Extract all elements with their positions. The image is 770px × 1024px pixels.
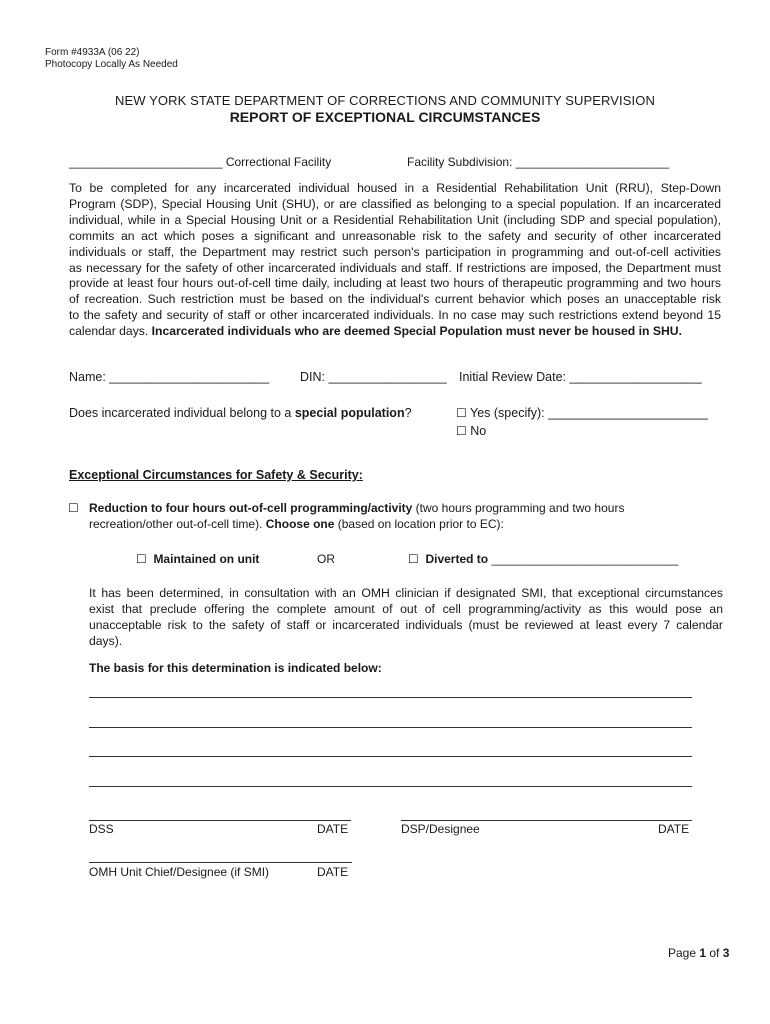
omh-unit-chief-label: OMH Unit Chief/Designee (if SMI)	[89, 865, 270, 879]
determination-paragraph	[89, 586, 723, 650]
intro-paragraph	[69, 181, 721, 340]
checkbox-icon[interactable]: ☐	[68, 501, 79, 515]
determination-line: unacceptable risk to the safety of staff or incarcerated individuals (must be reviewed at least every 7 calendar	[89, 617, 723, 632]
correctional-facility-field[interactable]: _______________________ Correctional Facility	[69, 155, 332, 169]
checkbox-icon[interactable]: ☐	[456, 406, 467, 420]
basis-line[interactable]	[89, 786, 692, 787]
intro-line: individual, while in a Special Housing Unit or a Residential Rehabilitation Unit (including SDP and special population),	[69, 212, 721, 227]
copy-note: Photocopy Locally As Needed	[45, 59, 178, 70]
dss-date-label: DATE	[317, 822, 349, 836]
determination-line: exist that preclude offering the complete amount of out of cell programming/activity as this would pose an	[89, 601, 723, 616]
special-population-note: Incarcerated individuals who are deemed Special Population must never be housed in SHU.	[151, 324, 682, 339]
dsp-designee-label: DSP/Designee	[401, 822, 480, 836]
dss-signature-line[interactable]	[89, 820, 351, 821]
intro-line: of recreation. Such restriction must be based on the individual's current behavior which poses an unacceptable risk	[69, 292, 721, 307]
yes-option[interactable]: ☐ Yes (specify): _______________________	[456, 406, 708, 420]
basis-line[interactable]	[89, 756, 692, 757]
no-option[interactable]: ☐ No	[456, 424, 487, 438]
intro-line: individuals or staff, the Department may restrict such person's participation in programming and out-of-cell activities	[69, 244, 721, 259]
intro-last-line: calendar days. Incarcerated individuals who are deemed Special Population must never be housed in SHU.	[69, 324, 682, 339]
determination-line: It has been determined, in consultation with an OMH clinician if designated SMI, that exceptional circumstances	[89, 586, 723, 600]
dsp-signature-line[interactable]	[401, 820, 692, 821]
diverted-to-option[interactable]: ☐ Diverted to ____________________________	[408, 552, 679, 566]
dsp-date-label: DATE	[658, 822, 690, 836]
basis-heading: The basis for this determination is indicated below:	[89, 661, 382, 675]
name-field[interactable]: Name: _______________________	[69, 370, 270, 384]
intro-line: Program (SDP), Special Housing Unit (SHU), or are classified as belonging to a special population. If an incarcerated	[69, 196, 721, 211]
determination-line: days).	[89, 633, 123, 648]
reduction-label: Reduction to four hours out-of-cell programming/activity (two hours programming and two hours	[89, 501, 625, 515]
department-name: NEW YORK STATE DEPARTMENT OF CORRECTIONS AND COMMUNITY SUPERVISION	[115, 93, 655, 108]
ec-heading: Exceptional Circumstances for Safety & Security:	[69, 468, 363, 482]
intro-line: provide at least four hours out-of-cell time daily, including at least two hours of therapeutic programming and two hours	[69, 276, 721, 291]
page-number: Page 1 of 3	[668, 946, 730, 960]
checkbox-icon[interactable]: ☐	[456, 424, 467, 438]
facility-subdivision-field[interactable]: Facility Subdivision: _______________________	[407, 155, 670, 169]
special-population-question: Does incarcerated individual belong to a special population?	[69, 406, 412, 420]
intro-line: To be completed for any incarcerated individual housed in a Residential Rehabilitation Unit (RRU), Step-Down	[69, 181, 721, 195]
omh-date-label: DATE	[317, 865, 349, 879]
page-title: REPORT OF EXCEPTIONAL CIRCUMSTANCES	[229, 109, 541, 125]
reduction-label-line2: recreation/other out-of-cell time). Choose one (based on location prior to EC):	[89, 517, 504, 531]
checkbox-icon[interactable]: ☐	[408, 552, 419, 566]
basis-line[interactable]	[89, 727, 692, 728]
or-label: OR	[317, 552, 335, 566]
reduction-checkbox[interactable]	[68, 501, 79, 515]
checkbox-icon[interactable]: ☐	[136, 552, 147, 566]
form-number: Form #4933A (06 22)	[45, 47, 140, 58]
intro-line: commits an act which poses a significant and unreasonable risk to the safety and security of other incarcerated	[69, 228, 721, 243]
din-field[interactable]: DIN: _________________	[300, 370, 447, 384]
maintained-on-unit-option[interactable]: ☐ Maintained on unit	[136, 552, 260, 566]
intro-line: as necessary for the safety of other incarcerated individuals and staff. If restrictions are imposed, the Department must	[69, 260, 721, 275]
dss-label: DSS	[89, 822, 114, 836]
intro-line: to the safety and security of staff or other incarcerated individuals. In no case may such restrictions extend beyond 15	[69, 308, 721, 323]
omh-signature-line[interactable]	[89, 862, 352, 863]
basis-line[interactable]	[89, 697, 692, 698]
initial-review-date-field[interactable]: Initial Review Date: ___________________	[459, 370, 702, 384]
